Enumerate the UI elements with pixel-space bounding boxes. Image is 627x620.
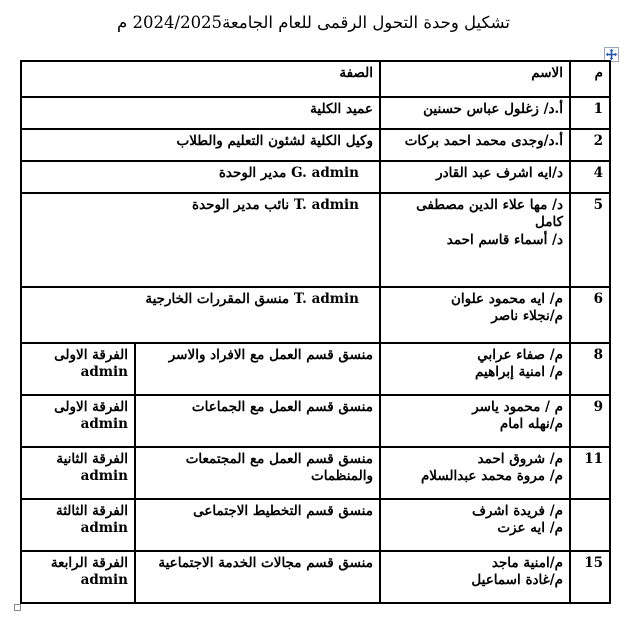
team-admin-tag: admin [80,520,128,537]
name-line: م/نجلاء ناصر [491,308,563,325]
name-line: م/ شروق احمد [477,451,563,467]
row-team [21,343,135,395]
role-text: منسق قسم العمل مع الافراد والاسر [168,347,373,363]
row-name [380,287,570,343]
name-line: م/غادة اسماعيل [471,572,563,589]
row-team [21,447,135,499]
row-number: 15 [570,551,610,603]
role-admin-tag: T. admin [293,197,359,213]
name-line: م/امنية ماجد [491,555,563,571]
role-text: عميد الكلية [310,101,373,117]
team-name: الفرقة الرابعة [50,555,128,571]
row-name [380,395,570,447]
role-text: منسق المقررات الخارجية [145,291,290,307]
role-text: وكيل الكلية لشئون التعليم والطلاب [176,133,373,149]
header-cell-name: الاسم [380,61,570,97]
row-number [570,499,610,551]
row-number: 4 [570,161,610,193]
row-number: 1 [570,97,610,129]
name-line: م/ صفاء عرابي [477,347,563,363]
name-line: م/ فريدة اشرف [471,503,563,519]
row-name [380,97,570,129]
header-cell-role: الصفة [21,61,380,97]
table-row [21,499,610,551]
team-admin-tag: admin [80,416,128,433]
name-line: م/ مروة محمد عبدالسلام [420,468,563,485]
table-header-row [21,61,610,97]
table-row [21,395,610,447]
page-title: تشكيل وحدة التحول الرقمى للعام الجامعة2024/2025 م [117,13,510,32]
row-name [380,447,570,499]
table-row [21,343,610,395]
row-role [135,343,380,395]
row-role [21,287,380,343]
team-name: الفرقة الاولى [54,399,128,415]
role-text: منسق قسم مجالات الخدمة الاجتماعية [158,555,373,571]
row-role [21,161,380,193]
name-line: م/ ايه عزت [497,520,563,537]
table-row [21,447,610,499]
team-name: الفرقة الاولى [54,347,128,363]
table-body [21,61,610,603]
table-row [21,193,610,287]
role-text: منسق قسم التخطيط الاجتماعى [193,503,373,519]
role-text: منسق قسم العمل مع المجتمعات والمنظمات [185,451,373,485]
row-role [135,499,380,551]
row-role [21,129,380,161]
row-name [380,343,570,395]
row-name [380,193,570,287]
row-number: 9 [570,395,610,447]
name-line: م / محمود ياسر [472,399,563,415]
table-row [21,161,610,193]
team-admin-tag: admin [80,572,128,589]
row-role [21,193,380,287]
name-line: م/نهله امام [499,416,563,433]
team-admin-tag: admin [80,468,128,485]
table-row [21,129,610,161]
row-role [135,551,380,603]
roster-table-container [22,60,611,604]
name-line: أ.د/ زغلول عباس حسنين [423,101,563,117]
header-cell-number: م [570,61,610,97]
role-text: مدير الوحدة [218,165,287,181]
row-number: 11 [570,447,610,499]
role-text: نائب مدير الوحدة [192,197,290,213]
document-end-marker [14,604,21,611]
row-name [380,129,570,161]
role-admin-tag: G. admin [291,165,359,181]
row-number: 6 [570,287,610,343]
table-row [21,287,610,343]
name-line: م/ امنية إبراهيم [475,364,563,381]
row-team [21,499,135,551]
row-number: 5 [570,193,610,287]
row-role [21,97,380,129]
digital-transformation-unit-table [20,60,611,604]
name-line: م/ ايه محمود علوان [450,291,563,307]
name-line: د/ايه اشرف عبد القادر [436,165,563,181]
row-team [21,551,135,603]
row-role [135,395,380,447]
row-role [135,447,380,499]
row-team [21,395,135,447]
role-admin-tag: T. admin [293,291,359,307]
team-name: الفرقة الثالثة [55,503,128,519]
name-line: د/ مها علاء الدين مصطفى كامل [416,197,563,231]
row-number: 8 [570,343,610,395]
name-line: أ.د/وجدى محمد احمد بركات [404,133,563,149]
row-name [380,161,570,193]
name-line: د/ أسماء قاسم احمد [446,231,563,248]
table-row [21,97,610,129]
team-admin-tag: admin [80,364,128,381]
row-name [380,499,570,551]
table-row [21,551,610,603]
row-name [380,551,570,603]
role-text: منسق قسم العمل مع الجماعات [191,399,373,415]
team-name: الفرقة الثانية [56,451,128,467]
row-number: 2 [570,129,610,161]
